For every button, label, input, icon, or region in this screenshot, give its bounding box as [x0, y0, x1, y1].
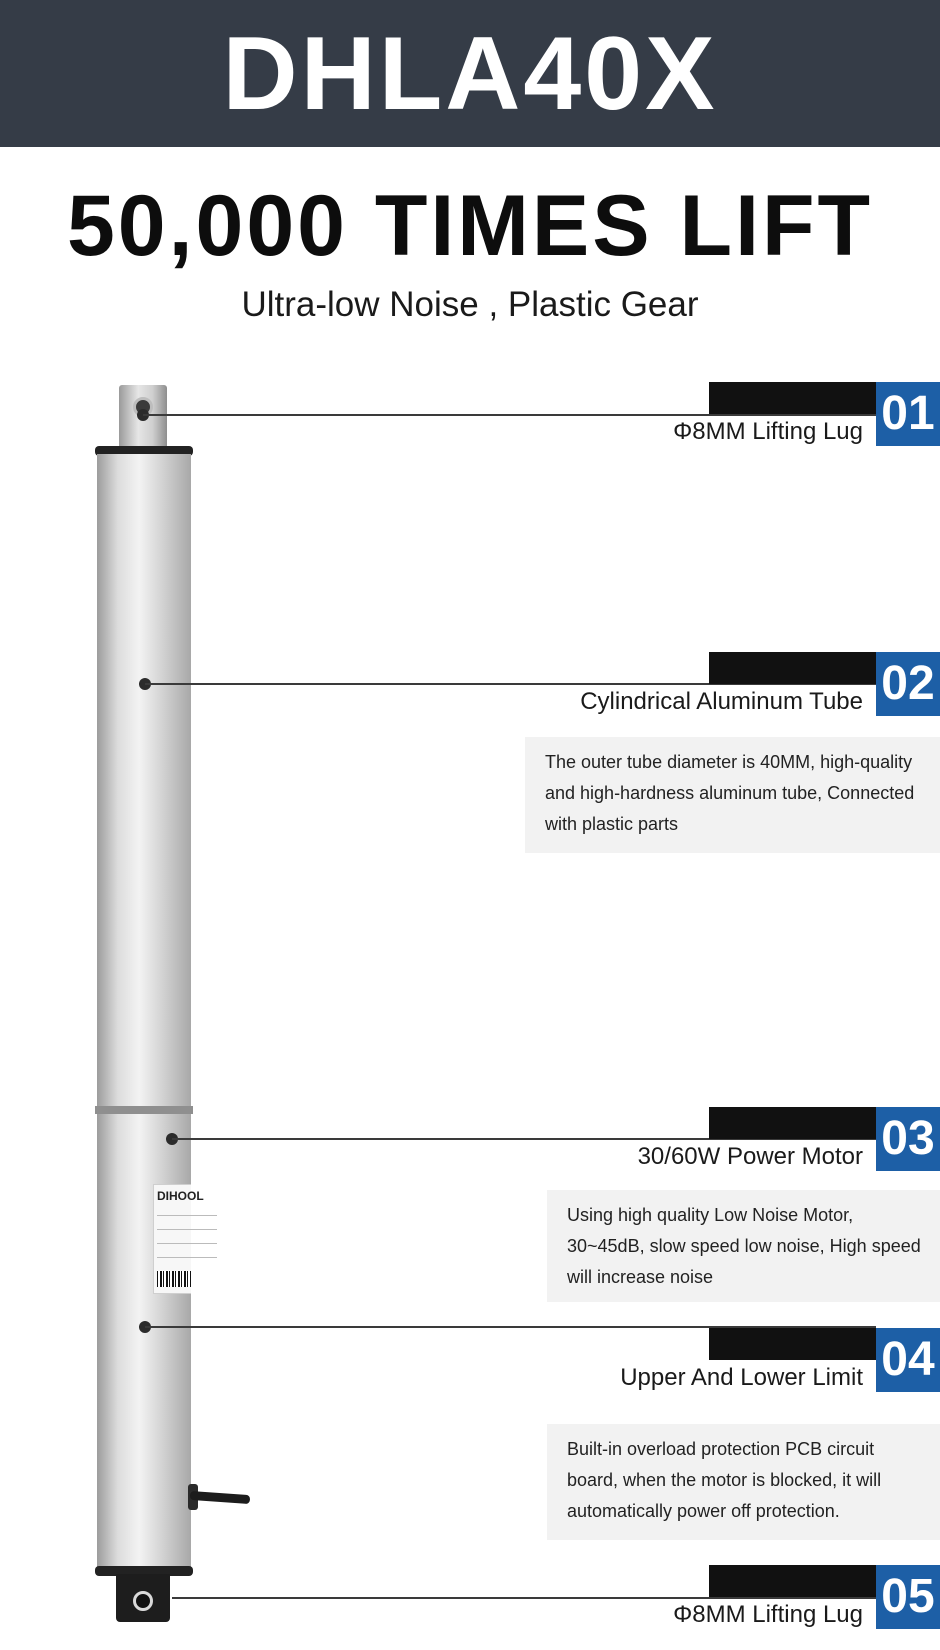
callout-title: 30/60W Power Motor	[637, 1143, 863, 1170]
callout-number-badge: 02	[876, 652, 940, 716]
callout-leader-line	[172, 1597, 876, 1599]
callout-number-bar	[709, 1565, 876, 1597]
tube-joint	[95, 1106, 193, 1114]
sticker-line	[157, 1207, 217, 1216]
callout-number-badge: 03	[876, 1107, 940, 1171]
callout-title: Φ8MM Lifting Lug	[673, 418, 863, 445]
callout-title: Upper And Lower Limit	[620, 1364, 863, 1391]
callout-number-bar	[709, 652, 876, 684]
subtitle: Ultra-low Noise , Plastic Gear	[241, 285, 699, 324]
sticker-line	[157, 1249, 217, 1258]
callout-number-badge: 04	[876, 1328, 940, 1392]
callout-description: The outer tube diameter is 40MM, high-quality and high-hardness aluminum tube, Connected with plastic parts	[525, 737, 940, 853]
sticker-line	[157, 1221, 217, 1230]
callout-description: Using high quality Low Noise Motor, 30~45dB, slow speed low noise, High speed will increase noise	[547, 1190, 940, 1302]
callout-number-bar	[709, 1328, 876, 1360]
bottom-lug-hole	[133, 1591, 153, 1611]
product-label-sticker	[153, 1184, 204, 1294]
callout-number-badge: 05	[876, 1565, 940, 1629]
sticker-line	[157, 1235, 217, 1244]
callout-title: Cylindrical Aluminum Tube	[580, 688, 863, 715]
linear-actuator-image	[0, 0, 300, 1650]
callout-number-bar	[709, 1107, 876, 1139]
callout-number-badge: 01	[876, 382, 940, 446]
product-model-title: DHLA40X	[222, 15, 718, 132]
aluminum-tube-upper	[97, 454, 191, 1110]
motor-housing	[97, 1114, 191, 1570]
callout-number-bar	[709, 382, 876, 414]
callout-description: Built-in overload protection PCB circuit board, when the motor is blocked, it will automatically power off protection.	[547, 1424, 940, 1540]
callout-leader-line	[143, 414, 876, 416]
callout-title: Φ8MM Lifting Lug	[673, 1601, 863, 1628]
power-cable	[190, 1491, 250, 1504]
headline: 50,000 TIMES LIFT	[66, 178, 874, 274]
barcode	[157, 1271, 191, 1287]
sticker-brand: DIHOOL	[157, 1189, 204, 1203]
